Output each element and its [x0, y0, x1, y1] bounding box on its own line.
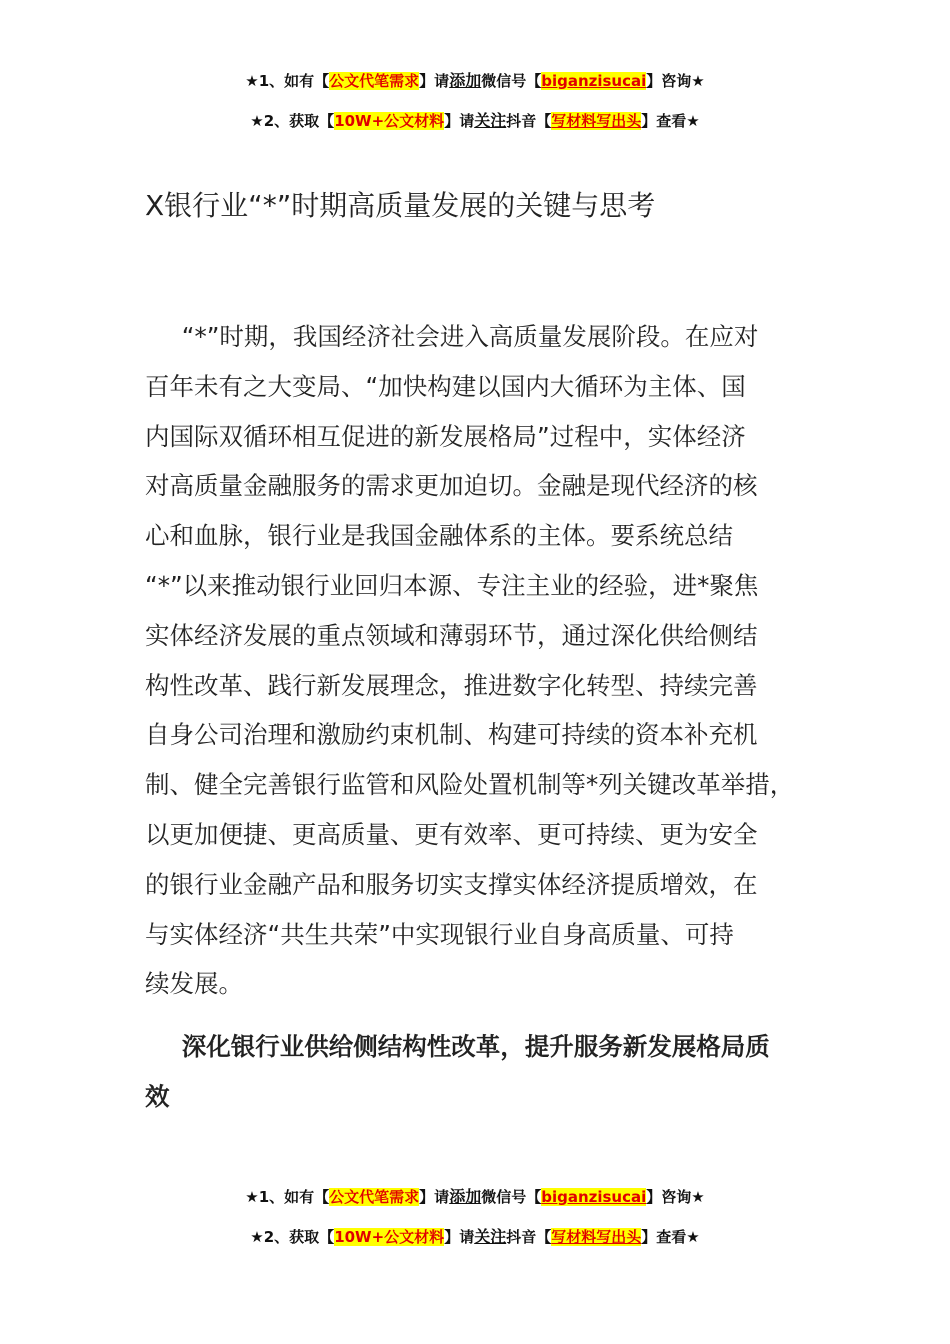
- promo-text: ★1、如有【: [245, 72, 330, 90]
- paragraph-line: 内国际双循环相互促进的新发展格局”过程中，实体经济: [145, 421, 746, 451]
- promo-text: 】咨询★: [646, 72, 705, 90]
- promo-text: 】请: [419, 1188, 450, 1206]
- heading-line: 深化银行业供给侧结构性改革，提升服务新发展格局质: [181, 1032, 770, 1061]
- promo-highlight-materials: 10W+公文材料: [334, 112, 445, 130]
- promo-douyin-account[interactable]: 写材料写出头: [551, 112, 642, 130]
- paragraph-line: 百年未有之大变局、“加快构建以国内大循环为主体、国: [145, 371, 746, 401]
- promo-highlight-service: 公文代笔需求: [329, 72, 420, 90]
- promo-text: ★1、如有【: [245, 1188, 330, 1206]
- promo-highlight-service: 公文代笔需求: [329, 1188, 420, 1206]
- heading-line: 效: [145, 1081, 170, 1111]
- promo-line-1-top: [0, 70, 950, 92]
- promo-line-2-top: [0, 110, 950, 132]
- promo-wechat-id[interactable]: biganzisucai: [541, 72, 647, 90]
- promo-text: 抖音【: [506, 112, 552, 130]
- promo-text: 】咨询★: [646, 1188, 705, 1206]
- promo-highlight-materials: 10W+公文材料: [334, 1228, 445, 1246]
- paragraph-line: 自身公司治理和激励约束机制、构建可持续的资本补充机: [145, 720, 758, 750]
- promo-text: 】请: [419, 72, 450, 90]
- promo-emphasis: 关注: [474, 111, 507, 130]
- paragraph-line: 对高质量金融服务的需求更加迫切。金融是现代经济的核: [145, 471, 758, 501]
- promo-line-2-bottom: [0, 1226, 950, 1248]
- paragraph-line: 构性改革、践行新发展理念，推进数字化转型、持续完善: [145, 670, 758, 700]
- paragraph-line: 与实体经济“共生共荣”中实现银行业自身高质量、可持: [145, 919, 734, 949]
- body-paragraph: [145, 312, 835, 1009]
- paragraph-line: “*”时期，我国经济社会进入高质量发展阶段。在应对: [181, 322, 759, 351]
- promo-text: 微信号【: [481, 1188, 542, 1206]
- promo-text: 】查看★: [641, 1228, 700, 1246]
- promo-text: 抖音【: [506, 1228, 552, 1246]
- promo-text: ★2、获取【: [250, 1228, 335, 1246]
- paragraph-line: 以更加便捷、更高质量、更有效率、更可持续、更为安全: [145, 819, 758, 849]
- promo-emphasis: 添加: [449, 1187, 482, 1206]
- paragraph-line: 制、健全完善银行监管和风险处置机制等*列关键改革举措，: [145, 770, 795, 800]
- promo-text: ★2、获取【: [250, 112, 335, 130]
- promo-emphasis: 添加: [449, 71, 482, 90]
- section-heading: [145, 1022, 835, 1122]
- promo-text: 】请: [444, 112, 475, 130]
- promo-line-1-bottom: [0, 1186, 950, 1208]
- document-title: X银行业“*”时期高质量发展的关键与思考: [145, 189, 656, 222]
- paragraph-line: 实体经济发展的重点领域和薄弱环节，通过深化供给侧结: [145, 620, 758, 650]
- paragraph-line: 的银行业金融产品和服务切实支撑实体经济提质增效，在: [145, 869, 758, 899]
- promo-text: 微信号【: [481, 72, 542, 90]
- promo-wechat-id[interactable]: biganzisucai: [541, 1188, 647, 1206]
- promo-text: 】查看★: [641, 112, 700, 130]
- promo-douyin-account[interactable]: 写材料写出头: [551, 1228, 642, 1246]
- paragraph-line: 心和血脉，银行业是我国金融体系的主体。要系统总结: [145, 521, 733, 551]
- promo-emphasis: 关注: [474, 1227, 507, 1246]
- promo-text: 】请: [444, 1228, 475, 1246]
- paragraph-line: 续发展。: [145, 969, 243, 999]
- paragraph-line: “*”以来推动银行业回归本源、专注主业的经验，进*聚焦: [145, 570, 759, 600]
